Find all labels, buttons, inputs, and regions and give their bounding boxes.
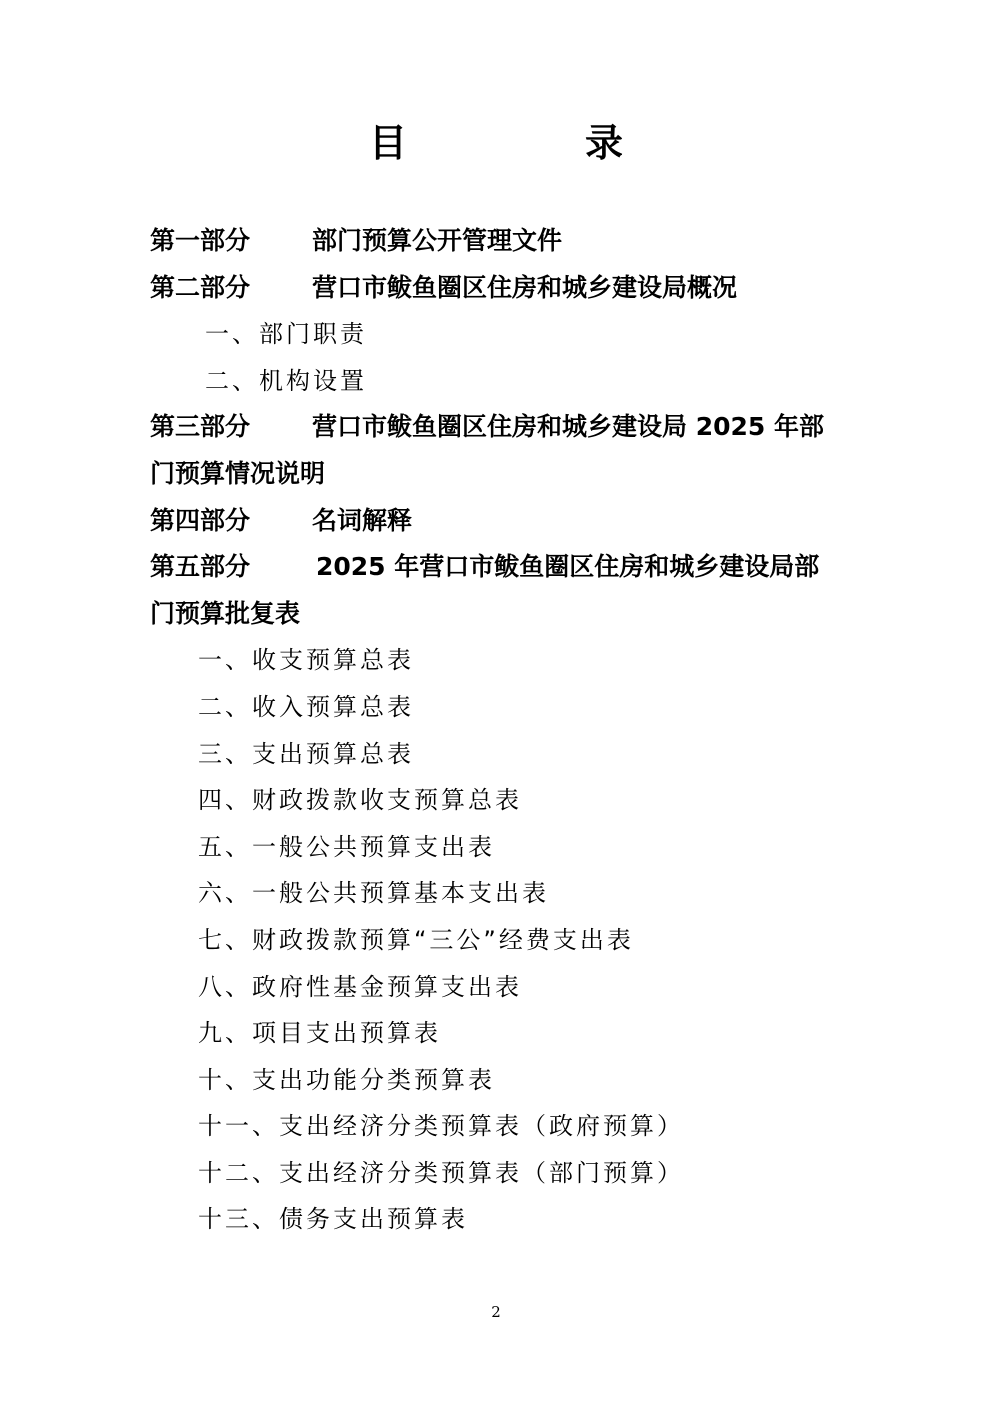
- toc-part-1[interactable]: [150, 218, 850, 265]
- part-title: 营口市鲅鱼圈区住房和城乡建设局概况: [312, 272, 738, 302]
- toc-item[interactable]: 二、收入预算总表: [198, 692, 414, 721]
- table-of-contents: [150, 218, 850, 1243]
- part-title: 营口市鲅鱼圈区住房和城乡建设局 2025 年部: [312, 412, 824, 442]
- toc-item[interactable]: 七、财政拨款预算“三公”经费支出表: [198, 925, 634, 954]
- toc-part-3[interactable]: [150, 404, 850, 451]
- toc-item[interactable]: 一、收支预算总表: [198, 646, 414, 675]
- toc-item[interactable]: 十二、支出经济分类预算表（部门预算）: [198, 1158, 684, 1187]
- toc-item[interactable]: 十一、支出经济分类预算表（政府预算）: [198, 1112, 684, 1141]
- toc-item[interactable]: 八、政府性基金预算支出表: [198, 972, 522, 1001]
- toc-item[interactable]: 一、部门职责: [205, 320, 367, 349]
- part-title: 2025 年营口市鲅鱼圈区住房和城乡建设局部: [316, 552, 820, 582]
- toc-item[interactable]: 五、一般公共预算支出表: [198, 832, 495, 861]
- part-label: 第五部分: [150, 552, 251, 582]
- toc-part-2[interactable]: [150, 265, 850, 312]
- toc-item[interactable]: 三、支出预算总表: [198, 739, 414, 768]
- part-title-continuation: 门预算情况说明: [150, 458, 326, 488]
- part-label: 第四部分: [150, 505, 251, 535]
- part-label: 第一部分: [150, 226, 251, 255]
- page-title: 目 录: [368, 121, 693, 165]
- toc-part-5[interactable]: [150, 544, 850, 591]
- page-number: 2: [491, 1303, 501, 1321]
- toc-item[interactable]: 四、财政拨款收支预算总表: [198, 786, 522, 815]
- toc-part-4[interactable]: [150, 498, 850, 545]
- toc-item[interactable]: 九、项目支出预算表: [198, 1019, 441, 1048]
- part-title-continuation: 门预算批复表: [150, 598, 301, 628]
- part-title: 部门预算公开管理文件: [312, 226, 563, 255]
- toc-item[interactable]: 六、一般公共预算基本支出表: [198, 879, 549, 908]
- part-label: 第二部分: [150, 272, 251, 302]
- toc-item[interactable]: 十、支出功能分类预算表: [198, 1065, 495, 1094]
- part-title: 名词解释: [312, 505, 413, 535]
- part-label: 第三部分: [150, 412, 251, 442]
- toc-item[interactable]: 十三、债务支出预算表: [198, 1205, 468, 1234]
- toc-item[interactable]: 二、机构设置: [205, 366, 367, 395]
